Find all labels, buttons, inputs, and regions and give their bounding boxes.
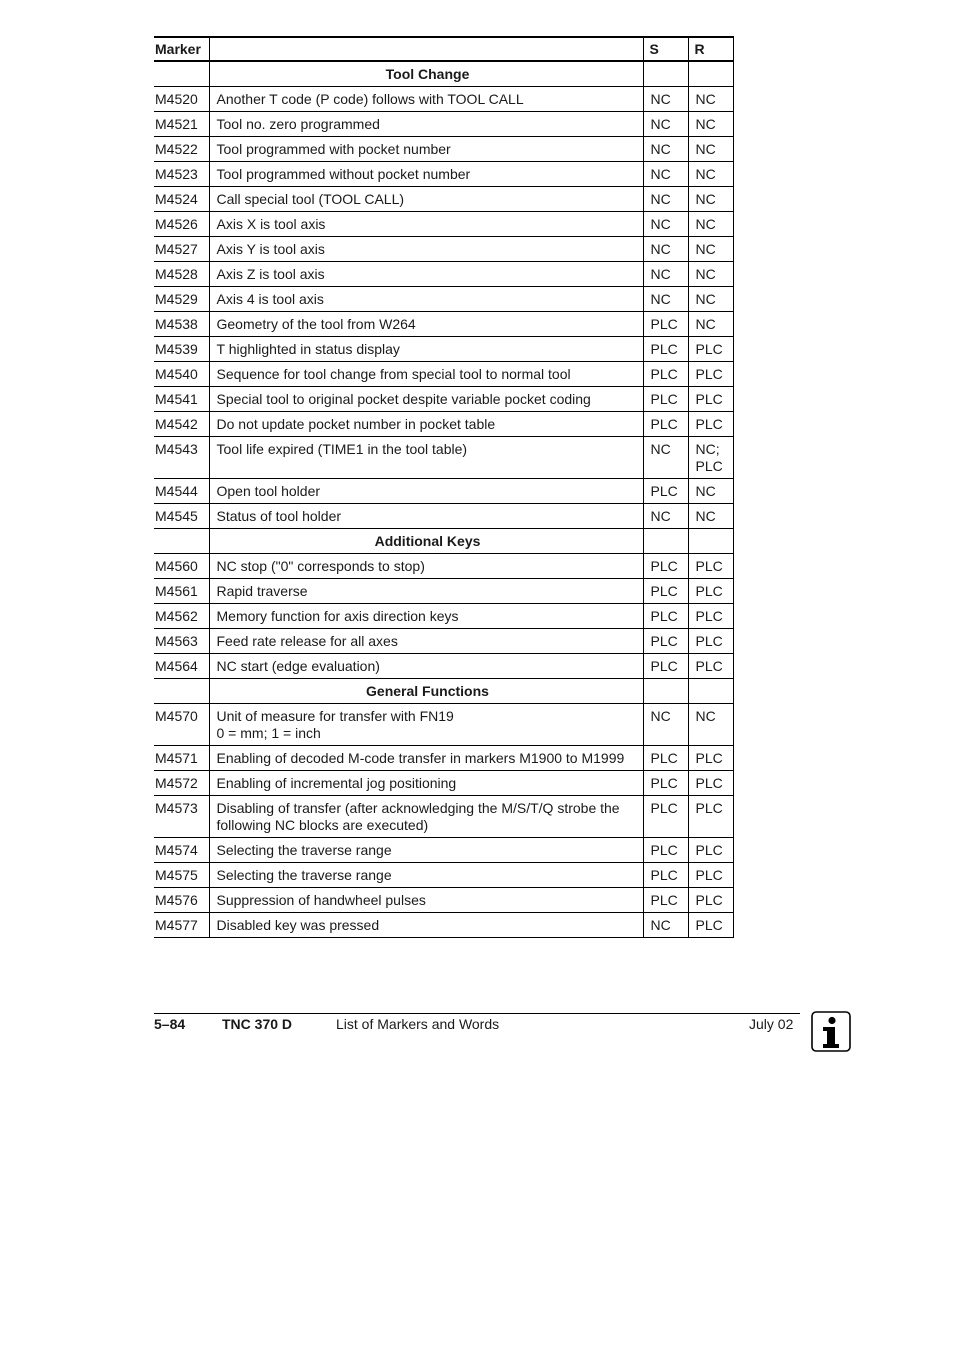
s-cell: PLC xyxy=(643,554,688,579)
s-cell: NC xyxy=(643,437,688,479)
table-row xyxy=(154,112,733,137)
marker-cell: M4540 xyxy=(154,362,209,387)
description-cell: Axis Y is tool axis xyxy=(209,237,643,262)
s-cell: PLC xyxy=(643,746,688,771)
marker-cell: M4524 xyxy=(154,187,209,212)
r-cell: PLC xyxy=(688,838,733,863)
table-row xyxy=(154,137,733,162)
marker-cell: M4575 xyxy=(154,863,209,888)
marker-cell: M4539 xyxy=(154,337,209,362)
table-row xyxy=(154,437,733,479)
description-cell: Call special tool (TOOL CALL) xyxy=(209,187,643,212)
section-header-row xyxy=(154,679,733,704)
marker-cell: M4577 xyxy=(154,913,209,938)
table-row xyxy=(154,504,733,529)
table-row xyxy=(154,796,733,838)
description-cell: Selecting the traverse range xyxy=(209,863,643,888)
marker-cell: M4574 xyxy=(154,838,209,863)
s-cell: PLC xyxy=(643,387,688,412)
marker-cell: M4563 xyxy=(154,629,209,654)
description-cell: Axis 4 is tool axis xyxy=(209,287,643,312)
table-row xyxy=(154,771,733,796)
s-cell: PLC xyxy=(643,888,688,913)
s-cell: PLC xyxy=(643,796,688,838)
section-marker-cell xyxy=(154,679,209,704)
s-cell: PLC xyxy=(643,579,688,604)
markers-table xyxy=(154,36,734,938)
table-row xyxy=(154,704,733,746)
description-cell: T highlighted in status display xyxy=(209,337,643,362)
description-cell: Rapid traverse xyxy=(209,579,643,604)
description-cell: Enabling of decoded M-code transfer in markers M1900 to M1999 xyxy=(209,746,643,771)
s-cell: PLC xyxy=(643,337,688,362)
s-cell: NC xyxy=(643,87,688,112)
r-cell: NC xyxy=(688,137,733,162)
table-row xyxy=(154,337,733,362)
description-cell: Status of tool holder xyxy=(209,504,643,529)
marker-cell: M4542 xyxy=(154,412,209,437)
s-cell: NC xyxy=(643,112,688,137)
description-cell: Suppression of handwheel pulses xyxy=(209,888,643,913)
marker-cell: M4520 xyxy=(154,87,209,112)
marker-cell: M4560 xyxy=(154,554,209,579)
description-cell: Axis Z is tool axis xyxy=(209,262,643,287)
s-cell: PLC xyxy=(643,863,688,888)
r-cell: PLC xyxy=(688,863,733,888)
description-cell: Geometry of the tool from W264 xyxy=(209,312,643,337)
description-cell: Tool life expired (TIME1 in the tool table) xyxy=(209,437,643,479)
s-cell: NC xyxy=(643,237,688,262)
s-cell: PLC xyxy=(643,312,688,337)
table-row xyxy=(154,479,733,504)
s-cell: PLC xyxy=(643,604,688,629)
r-cell: PLC xyxy=(688,554,733,579)
r-cell: NC xyxy=(688,112,733,137)
description-cell: Tool programmed without pocket number xyxy=(209,162,643,187)
table-row xyxy=(154,287,733,312)
s-cell: PLC xyxy=(643,771,688,796)
table-body xyxy=(154,61,733,938)
section-s-cell xyxy=(643,679,688,704)
r-cell: NC xyxy=(688,262,733,287)
description-cell: NC start (edge evaluation) xyxy=(209,654,643,679)
table-header-row xyxy=(154,37,733,61)
footer-page-number: 5–84 xyxy=(154,1016,186,1032)
r-cell: NC xyxy=(688,162,733,187)
table-row xyxy=(154,362,733,387)
s-cell: PLC xyxy=(643,838,688,863)
marker-cell: M4528 xyxy=(154,262,209,287)
table-row xyxy=(154,187,733,212)
r-cell: NC xyxy=(688,87,733,112)
description-cell: Special tool to original pocket despite variable pocket coding xyxy=(209,387,643,412)
footer-product: TNC 370 D xyxy=(222,1016,293,1032)
r-cell: NC xyxy=(688,704,733,746)
table-row xyxy=(154,838,733,863)
r-cell: NC xyxy=(688,212,733,237)
marker-cell: M4538 xyxy=(154,312,209,337)
section-r-cell xyxy=(688,679,733,704)
section-s-cell xyxy=(643,61,688,87)
description-cell: Another T code (P code) follows with TOOL CALL xyxy=(209,87,643,112)
r-cell: PLC xyxy=(688,796,733,838)
r-cell: NC xyxy=(688,312,733,337)
description-cell: Unit of measure for transfer with FN19 0 = mm; 1 = inch xyxy=(209,704,643,746)
description-cell: Feed rate release for all axes xyxy=(209,629,643,654)
table-row xyxy=(154,554,733,579)
section-title: General Functions xyxy=(209,679,643,704)
marker-cell: M4527 xyxy=(154,237,209,262)
s-cell: NC xyxy=(643,287,688,312)
r-cell: PLC xyxy=(688,746,733,771)
table-row xyxy=(154,746,733,771)
marker-cell: M4564 xyxy=(154,654,209,679)
table-row xyxy=(154,888,733,913)
r-cell: NC xyxy=(688,237,733,262)
description-cell: Axis X is tool axis xyxy=(209,212,643,237)
s-cell: NC xyxy=(643,913,688,938)
table-row xyxy=(154,262,733,287)
r-cell: PLC xyxy=(688,412,733,437)
description-cell: Do not update pocket number in pocket table xyxy=(209,412,643,437)
section-marker-cell xyxy=(154,61,209,87)
table-row xyxy=(154,387,733,412)
table-row xyxy=(154,312,733,337)
marker-cell: M4526 xyxy=(154,212,209,237)
header-r: R xyxy=(688,37,733,61)
marker-cell: M4570 xyxy=(154,704,209,746)
marker-cell: M4562 xyxy=(154,604,209,629)
r-cell: NC xyxy=(688,504,733,529)
s-cell: NC xyxy=(643,162,688,187)
description-cell: Enabling of incremental jog positioning xyxy=(209,771,643,796)
r-cell: PLC xyxy=(688,888,733,913)
table-row xyxy=(154,162,733,187)
info-icon[interactable] xyxy=(811,1011,851,1052)
s-cell: PLC xyxy=(643,629,688,654)
marker-cell: M4561 xyxy=(154,579,209,604)
table-row xyxy=(154,913,733,938)
r-cell: NC xyxy=(688,287,733,312)
description-cell: Disabling of transfer (after acknowledging the M/S/T/Q strobe the following NC blocks are executed) xyxy=(209,796,643,838)
r-cell: NC; PLC xyxy=(688,437,733,479)
r-cell: PLC xyxy=(688,362,733,387)
marker-cell: M4573 xyxy=(154,796,209,838)
marker-cell: M4544 xyxy=(154,479,209,504)
s-cell: NC xyxy=(643,137,688,162)
section-s-cell xyxy=(643,529,688,554)
r-cell: PLC xyxy=(688,337,733,362)
section-title: Tool Change xyxy=(209,61,643,87)
s-cell: PLC xyxy=(643,412,688,437)
table-row xyxy=(154,863,733,888)
footer-chapter: List of Markers and Words xyxy=(336,1016,500,1032)
marker-cell: M4545 xyxy=(154,504,209,529)
marker-cell: M4572 xyxy=(154,771,209,796)
description-cell: Tool no. zero programmed xyxy=(209,112,643,137)
marker-cell: M4529 xyxy=(154,287,209,312)
header-marker: Marker xyxy=(154,37,209,61)
r-cell: PLC xyxy=(688,604,733,629)
marker-cell: M4576 xyxy=(154,888,209,913)
section-title: Additional Keys xyxy=(209,529,643,554)
s-cell: PLC xyxy=(643,479,688,504)
marker-cell: M4523 xyxy=(154,162,209,187)
table-row xyxy=(154,87,733,112)
description-cell: Memory function for axis direction keys xyxy=(209,604,643,629)
r-cell: NC xyxy=(688,479,733,504)
marker-cell: M4522 xyxy=(154,137,209,162)
r-cell: PLC xyxy=(688,629,733,654)
section-r-cell xyxy=(688,529,733,554)
description-cell: Open tool holder xyxy=(209,479,643,504)
r-cell: PLC xyxy=(688,913,733,938)
footer-date: July 02 xyxy=(749,1016,794,1032)
header-s: S xyxy=(643,37,688,61)
r-cell: PLC xyxy=(688,387,733,412)
s-cell: NC xyxy=(643,504,688,529)
s-cell: PLC xyxy=(643,654,688,679)
description-cell: NC stop ("0" corresponds to stop) xyxy=(209,554,643,579)
header-description xyxy=(209,37,643,61)
section-header-row xyxy=(154,529,733,554)
table-row xyxy=(154,412,733,437)
section-marker-cell xyxy=(154,529,209,554)
s-cell: NC xyxy=(643,212,688,237)
table-row xyxy=(154,629,733,654)
description-cell: Tool programmed with pocket number xyxy=(209,137,643,162)
description-cell: Selecting the traverse range xyxy=(209,838,643,863)
table-row xyxy=(154,604,733,629)
marker-cell: M4543 xyxy=(154,437,209,479)
s-cell: PLC xyxy=(643,362,688,387)
description-cell: Disabled key was pressed xyxy=(209,913,643,938)
s-cell: NC xyxy=(643,262,688,287)
r-cell: NC xyxy=(688,187,733,212)
marker-cell: M4521 xyxy=(154,112,209,137)
footer-divider xyxy=(154,1013,800,1014)
s-cell: NC xyxy=(643,704,688,746)
description-cell: Sequence for tool change from special tool to normal tool xyxy=(209,362,643,387)
marker-cell: M4571 xyxy=(154,746,209,771)
r-cell: PLC xyxy=(688,579,733,604)
marker-cell: M4541 xyxy=(154,387,209,412)
r-cell: PLC xyxy=(688,654,733,679)
s-cell: NC xyxy=(643,187,688,212)
table-row xyxy=(154,212,733,237)
r-cell: PLC xyxy=(688,771,733,796)
table-row xyxy=(154,654,733,679)
section-header-row xyxy=(154,61,733,87)
section-r-cell xyxy=(688,61,733,87)
table-row xyxy=(154,579,733,604)
table-row xyxy=(154,237,733,262)
